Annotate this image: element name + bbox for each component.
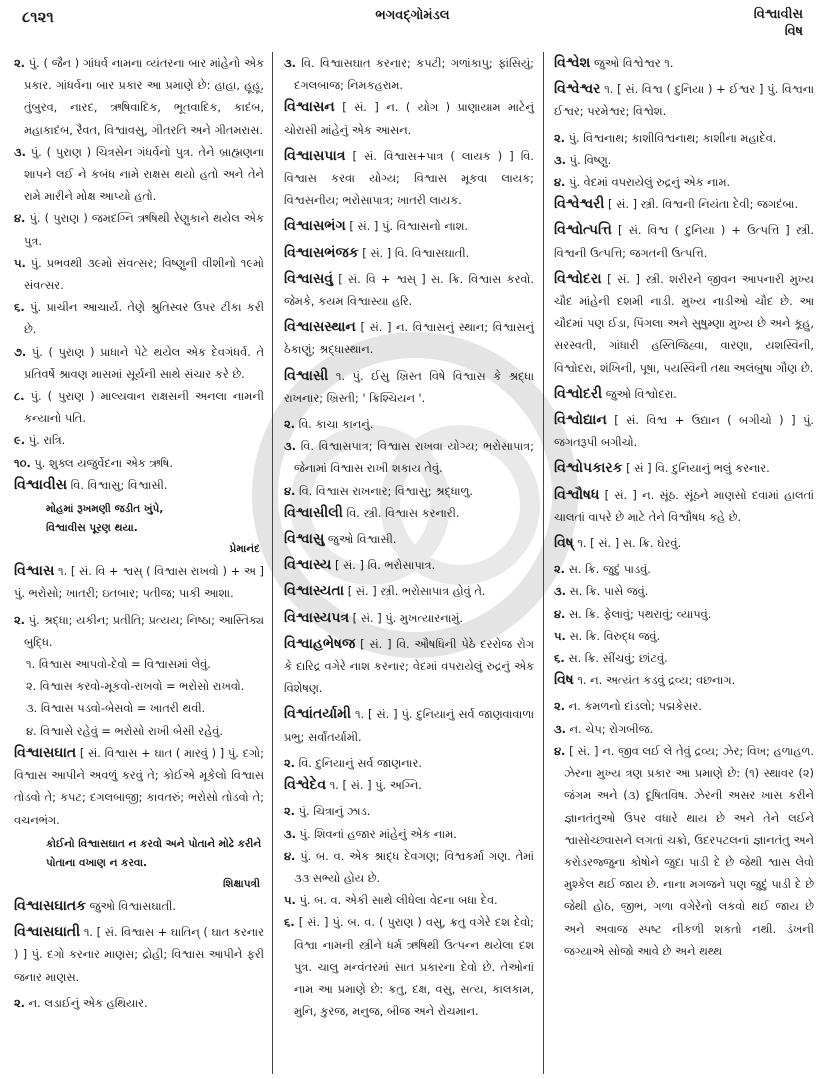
sense-text: સ. ક્રિ. જુદું પાડવું.: [568, 562, 651, 577]
dictionary-entry: [284, 145, 534, 212]
dictionary-entry: [284, 215, 534, 237]
sense: [554, 149, 814, 171]
definition-text: [ સં. ] પું. મુખત્યારનામું.: [349, 610, 464, 625]
dictionary-entry: [284, 528, 534, 550]
dictionary-entry: [554, 78, 814, 122]
definition-text: ૧. [ સં. વિશ્વ ( દુનિયા ) + ઈશ્વર ] પું. વિશ્વના ઈશ્વર; પરમેશ્વર; વિશ્વેશ.: [554, 82, 814, 119]
sense-text: ન. લડાઈનું એક હથિયાર.: [28, 995, 148, 1010]
headword: વિશ્વૌષધ: [554, 486, 600, 503]
sense-number: ૬.: [284, 915, 295, 930]
definition-text: ૧. [ સં. ] પું. અગ્નિ.: [326, 778, 422, 793]
sense: [554, 558, 814, 580]
dictionary-entry: [14, 895, 264, 917]
definition-text: [ સં. ] ન. ( યોગ ) પ્રાણાયામ માટેનું ચોરાસી માંહેનું એક આસન.: [284, 100, 534, 137]
sense: [14, 141, 264, 208]
sense-number: ૫.: [554, 628, 566, 643]
headword: વિશ્વોદ્યાન: [554, 412, 607, 429]
sense: [284, 889, 534, 911]
sense-text: વિ. દુનિયાનું સર્વ જાણનાર.: [298, 755, 422, 770]
sense-text: પું. બ. વ. એક શ્રાદ્ધ દેવગણ; વિશ્વકર્મા ગણ. તેમાં ૩૩ સભ્યો હોય છે.: [294, 848, 534, 885]
definition-text: [ સં. ] વિ. ભરોસાપાત્ર.: [331, 558, 436, 573]
sense-text: પું. પ્રભવથી ૩૯મો સંવત્સર; વિષ્ણુની વીશીનો ૧૯મો સંવત્સર.: [24, 255, 264, 293]
sense: [14, 385, 264, 429]
sense: [284, 800, 534, 822]
sense-text: [ સં. ] પું. બ. વ. ( પુરાણ ) વસુ, ક્રતુ વગેરે દશ દેવો; વિશ્વા નામની સ્ત્રીને ધર્મ ઋષિથી ઉત્પન્ન થયેલા દશ પુત્ર. ચાલુ મન્વંતરમાં સાત પ્રકારના દેવો છે. તેઓનાં નામ આ પ્રમાણે છે: ક્રતુ, દક્ષ, વસુ, સત્ય, કાલકામ, મુનિ, કુરજ, મનુજ, બીજ અને રોચમાન.: [294, 915, 534, 1019]
dictionary-entry: [284, 96, 534, 140]
definition-text: જુઓ વિશ્વાસઘાતી.: [86, 898, 177, 913]
sense-text: સ. ક્રિ. ફેલાવું; પથરાવું; વ્યાપવું.: [569, 606, 712, 621]
sense-text: સ. ક્રિ. પાસે જવું.: [569, 584, 649, 599]
dictionary-entry: [554, 532, 814, 554]
sense-text: ન. કમળનો દાંડલો; પદ્મકેસર.: [568, 699, 702, 714]
sense: [554, 127, 814, 149]
sense: [284, 823, 534, 845]
dictionary-entry: [284, 703, 534, 747]
sense-number: ૨.: [14, 995, 26, 1010]
dictionary-entry: [554, 409, 814, 453]
sense-number: ૮.: [14, 389, 25, 404]
sense-number: ૩.: [554, 152, 566, 167]
sense-text: પું. ( પુરાણ ) માલ્યવાન રાક્ષસની અનલા નામની કન્યાનો પતિ.: [24, 389, 264, 426]
sense-number: ૩.: [554, 584, 566, 599]
dictionary-entry: [14, 560, 264, 604]
sense-text: પું. પ્રાચીન આચાર્ય. તેણે શ્રુતિસ્વર ઉપર ટીકા કરી છે.: [24, 300, 265, 337]
column-divider: [272, 52, 273, 1074]
headword: વિશ્વેશ: [554, 55, 591, 71]
definition-text: [ સં. વિશ્વાસ+પાત્ર ( લાયક ) ] વિ. વિશ્વાસ કરવા યોગ્ય; વિશ્વાસ મૂકવા લાયક; વિશ્વસનીય; ભરોસાપાત્ર; ખાતરી લાયક.: [284, 148, 534, 208]
headword: વિશ્વેશ્વરી: [554, 196, 605, 213]
definition-text: ૧. [ સં. વિ + શ્વસ્ ( વિશ્વાસ રાખવો ) + અ ] પું. ભરોસો; ખાતરી; ઇતબાર; પતીજ; પાકી આશા.: [14, 564, 264, 601]
sense-text: પું. ( પુરાણ ) ચિત્રસેન ગંધર્વનો પુત્ર. તેને બ્રાહ્મણના શાપને લઈ ને કબંધ નામે રાક્ષસ થયો હતો અને તેને રામે મારીને મોક્ષ આપ્યો હતો.: [24, 144, 264, 204]
headword: વિષ્: [554, 535, 574, 552]
definition-text: ૧. [ સં. ] સ. ક્રિ. ઘેરવું.: [573, 536, 682, 551]
headword: વિશ્વાસવું: [284, 270, 334, 287]
sense: [554, 625, 814, 647]
definition-text: [ સં. વિશ્વ + ઉદ્યાન ( બગીચો ) ] પું. જગતરૂપી બગીચો.: [554, 413, 814, 450]
definition-text: જુઓ વિશ્વાસી.: [324, 532, 397, 547]
quotation-source: પ્રેમાનંદ: [229, 543, 260, 556]
definition-text: વિ. વિશ્વાસુ; વિશ્વાસી.: [67, 477, 168, 492]
definition-text: [ સં. ] સ્ત્રી. વિશ્વની નિયંતા દેવી; જગદંબા.: [604, 197, 799, 212]
dictionary-entry: [284, 502, 534, 524]
headword: વિશ્વેદેવ: [284, 777, 327, 794]
headword: વિશ્વાસુ: [284, 531, 325, 548]
dictionary-entry: [284, 268, 534, 312]
sense-text: વિ. વિશ્વાસપાત્ર; વિશ્વાસ રાખવા યોગ્ય; ભરોસાપાત્ર; જેનામાં વિશ્વાસ રાખી શકાય તેવું.: [294, 439, 534, 476]
sense-number: ૪.: [554, 743, 566, 758]
headword: વિશ્વાસઘાત: [14, 744, 77, 761]
definition-text: જુઓ વિશ્વેશ્વર ૧.: [590, 56, 674, 70]
sense: [14, 609, 264, 653]
dictionary-entry: [554, 457, 814, 479]
sense: [554, 603, 814, 625]
headword: વિશ્વોત્પત્તિ: [554, 222, 612, 239]
sense-number: ૪.: [284, 848, 296, 863]
sense: [284, 845, 534, 889]
headword: વિશ્વાસઘાતક: [14, 897, 87, 914]
sense-text: વિ. વિશ્વાસ રાખનાર; વિશ્વાસુ; શ્રદ્ધાળુ.: [299, 483, 474, 498]
sense-number: ૫.: [14, 255, 26, 270]
dictionary-entry: [284, 554, 534, 576]
sense: [14, 252, 264, 296]
column-left: [14, 52, 270, 1072]
headword: વિશ્વાસસ્થાન: [284, 319, 356, 336]
headword: વિશ્વાસ: [14, 563, 55, 580]
definition-text: ૧. પું. ઈસુ ખ્રિસ્ત વિષે વિશ્વાસ કે શ્રદ્ધા રાખનાર; ખ્રિસ્તી; ' ક્રિશ્ચિયન '.: [284, 368, 534, 405]
headword: વિશ્વાસભંજક: [284, 244, 359, 261]
definition-text: વિ. સ્ત્રી. વિશ્વાસ કરનારી.: [342, 505, 460, 520]
dictionary-entry: [554, 383, 814, 405]
dictionary-entry: [554, 193, 814, 215]
headword: વિશ્વાસઘાતી: [14, 924, 81, 941]
sense: [554, 695, 814, 717]
sense-text: પું. ( જૈન ) ગાંધર્વ નામના વ્યંતરના બાર માંહેનો એક પ્રકાર. ગાંધર્વના બાર પ્રકાર આ પ્રમાણે છે: હાહા, હૂહૂ, તુંબુરવ, નારદ, ઋષિવાદિક, ભૂતવાદિક, કાદંબ, મહાકાદંબ, રૈવત, વિશ્વાવસુ, ગીતરતિ અને ગીતમરાસ.: [24, 56, 264, 137]
definition-text: [ સં. ] ન. સૂંઠ. સૂંઠને માણસો દવામાં હાલતાં ચાલતાં વાપરે છે માટે તેને વિશ્વૌષધ કહે છે.: [554, 487, 814, 524]
sense: [284, 435, 534, 479]
dictionary-entry: [284, 242, 534, 264]
sense-text: [ સં. ] ન. જીવ લઈ લે તેવું દ્રવ્ય; ઝેર; વિખ; હળાહળ. ઝેરના મુખ્ય ત્રણ પ્રકાર આ પ્રમાણે છે: (૧) સ્થાવર (૨) જંગમ અને (૩) દૂષિતવિષ. ઝેરની અસર ખાસ કરીને જ્ઞાનતંતુઓ ઉપર વધારે થાય છે અને તેને લઈને શ્વાસોચ્છ્વાસને લગતાં ચક્રો, ઉદરપટલનાં જ્ઞાનતંતુ અને કરોડરજ્જુના કોષોને જુદા પાડી દે છે જેથી શ્વાસ લેવો મુશ્કેલ થઈ જાય છે. નાના મગજને પણ જુદું પાડી દે છે જેથી હોઠ, જીભ, ગળા વગેરેનો લકવો થઈ જાય છે અને અવાજ સ્પષ્ટ નીકળી શકતો નથી. ડંખની જગ્યાએ સોજો આવે છે અને થથ્થ: [564, 743, 814, 958]
headword: વિશ્વોદરા: [554, 270, 602, 287]
sense-text: પું. બ. વ. એકી સાથે લીધેલા વેદના બધા દેવ.: [299, 893, 498, 908]
definition-text: [ સં. વિશ્વાસ + ઘાત ( મારવું ) ] પું. દગો; વિશ્વાસ આપીને અવળું કરવું તે; કોઈએ મૂકેલો વિશ્વાસ તોડવો તે; કપટ; દગલબાજી; કાવતરું; ભરોસો તોડવો તે; વચનભંગ.: [14, 745, 264, 827]
sense-text: સ. ક્રિ. સીંચવું; છાંટવું.: [568, 651, 668, 666]
sense-text: પું. રાત્રિ.: [28, 433, 66, 448]
sense-number: ૪.: [554, 606, 566, 621]
running-title: ભગવદ્ગોમંડલ: [375, 8, 450, 23]
column-middle: [276, 52, 542, 1072]
definition-text: [ સં. વિશ્વ ( દુનિયા ) + ઉત્પત્તિ ] સ્ત્રી. વિશ્વની ઉત્પત્તિ; જગતની ઉત્પત્તિ.: [554, 223, 814, 260]
dictionary-entry: [284, 633, 534, 700]
guide-word-first: વિશ્વાવીસ: [753, 7, 803, 22]
headword: વિશ્વેશ્વર: [554, 81, 601, 98]
headword: વિશ્વાવીસ: [14, 476, 68, 493]
sense-text: પું. શ્રદ્ધા; યકીન; પ્રતીતિ; પ્રત્યય; નિષ્ઠા; આસ્તિક્ય બુદ્ધિ.: [24, 612, 265, 649]
sense-number: ૨.: [284, 417, 296, 432]
definition-text: [ સં. ] સ્ત્રી. શરીરને જીવન આપનારી મુખ્ય ચૌદ માંહેની દશમી નાડી. મુખ્ય નાડીઓ ચૌદ છે. આ ચૌદમાં પણ ઈડા, પિંગલા અને સુષુમ્ણા મુખ્ય છે અને કૂહુ, સરસ્વતી, ગાંધારી હસ્તિજિહ્વા, વારણા, યશસ્વિની, વિશ્વોદરા, શંખિની, પૂષા, પયસ્વિની તથા અલંબુષા ગૌણ છે.: [554, 271, 814, 375]
guide-word-last: વિષ: [784, 24, 803, 39]
definition-text: ૧. ન. અત્યંત કડવું દ્રવ્ય; વછનાગ.: [573, 673, 736, 688]
sense: [14, 52, 264, 141]
dictionary-entry: [284, 774, 534, 796]
quotation: કોઈનો વિશ્વાસઘાત ન કરવો અને પોતાને મોઢે કરીને પોતાના વખાણ ન કરવા.: [46, 837, 262, 869]
sense: [554, 740, 814, 962]
dictionary-entry: [284, 316, 534, 360]
sense-text: પું. વેદમાં વપરાયેલું રુદ્રનું એક નામ.: [569, 175, 731, 190]
column-right: [546, 52, 814, 1072]
sense: [284, 911, 534, 1022]
dictionary-entry: [284, 365, 534, 409]
sense-number: ૬.: [14, 300, 25, 315]
headword: વિશ્વાસભંગ: [284, 218, 346, 235]
sense-number: ૩.: [284, 826, 296, 841]
definition-text: [ સં. ] પું. વિશ્વાસનો નાશ.: [345, 219, 469, 234]
sense-number: ૬.: [554, 651, 565, 666]
sense: [14, 341, 264, 385]
dictionary-entry: [554, 219, 814, 263]
dictionary-entry: [14, 742, 264, 831]
sense: [14, 452, 264, 474]
definition-text: ૧. [ સં. વિશ્વાસ + ઘાતિન્ ( ઘાત કરનાર ) ] પું. દગો કરનાર માણસ; દ્રોહી; વિશ્વાસ આપીને ફરી જનાર માણસ.: [14, 925, 264, 984]
dictionary-entry: [554, 669, 814, 691]
quotation: મોહમાં રૂખમણી જડીત ખુંપે,: [46, 503, 164, 516]
sense-number: ૭.: [14, 344, 27, 359]
headword: વિશ્વાસન: [284, 99, 335, 116]
quotation-source: શિક્ષાપત્રી: [223, 877, 260, 890]
dictionary-entry: [554, 52, 814, 74]
sense: [14, 429, 264, 451]
dictionary-entry: [554, 268, 814, 379]
page-number: ૮૧૨૧: [22, 8, 54, 26]
headword: વિષ: [554, 672, 574, 689]
sense-number: ૩.: [14, 144, 26, 159]
sense-number: ૨.: [284, 755, 296, 770]
sense-text: પું. વિશ્વનાથ; કાશીવિશ્વનાથ; કાશીના મહાદેવ.: [568, 130, 777, 145]
sense-text: પું. શિવનાં હજાર માંહેનું એક નામ.: [299, 826, 457, 841]
sense: [14, 207, 264, 251]
headword: વિશ્વાસ્યતા: [284, 583, 345, 600]
sense-text: પું. ચિત્રાનું ઝાડ.: [298, 804, 371, 819]
sense: [554, 580, 814, 602]
idiom: ૨. વિશ્વાસ કરવો-મૂકવો-રાખવો = ભરોસો રાખવો.: [26, 679, 245, 694]
sense: [284, 752, 534, 774]
headword: વિશ્વોદરી: [554, 385, 603, 402]
definition-text: [ સં ] વિ. દુનિયાનું ભલું કરનાર.: [622, 461, 770, 476]
sense: [554, 718, 814, 740]
sense: [14, 296, 264, 340]
definition-text: ૧. [ સં. ] પું. દુનિયાનું સર્વ જાણવાવાળા પ્રભુ; સર્વાંતર્યામી.: [284, 707, 534, 744]
dictionary-entry: [14, 921, 264, 988]
sense-number: ૧૦.: [14, 455, 31, 470]
dictionary-entry: [284, 607, 534, 629]
sense-number: ૪.: [14, 211, 26, 226]
definition-text: [ સં. વિ + શ્વસ્ ] સ. ક્રિ. વિશ્વાસ કરવો. જેમકે, કયમ વિશ્વાસ્યા હરિ.: [284, 271, 534, 309]
sense-number: ૨.: [554, 699, 566, 714]
sense: [554, 171, 814, 193]
sense-number: ૩.: [284, 56, 296, 70]
sense-text: વિ. વિશ્વાસઘાત કરનાર; કપટી; ગળાંકાપુ; ફાંસિયું; દગલબાજ; નિમકહરામ.: [294, 56, 535, 93]
sense-text: પું. વિષ્ણુ.: [569, 152, 612, 167]
sense: [284, 52, 534, 96]
definition-text: [ સં. ] ન. વિશ્વાસનું સ્થાન; વિશ્વાસનું ઠેકાણું; શ્રદ્ધાસ્થાન.: [284, 320, 534, 357]
sense-number: ૨.: [284, 804, 296, 819]
sense-number: ૫.: [284, 893, 296, 908]
sense: [284, 413, 534, 435]
definition-text: [ સં. ] વિ. ઔષધિની પેઠે દરરોજ રોગ કે દારિદ્ર વગેરે નાશ કરનાર; વેદમાં વપરાયેલું રુદ્રનું એક વિશેષણ.: [284, 636, 534, 696]
headword: વિશ્વાસ્યપત્ર: [284, 609, 350, 626]
headword: વિશ્વાસપાત્ર: [284, 147, 346, 164]
sense-number: ૨.: [554, 562, 566, 577]
headword: વિશ્વોપકારક: [554, 460, 623, 477]
idiom: ૩. વિશ્વાસ પડવો-બેસવો = ખાતરી થવી.: [26, 701, 206, 716]
headword: વિશ્વાસી: [284, 367, 329, 384]
definition-text: [ સં. ] વિ. વિશ્વાસઘાતી.: [358, 245, 470, 260]
dictionary-entry: [14, 474, 264, 496]
sense-text: પું. ( પુરાણ ) જમદગ્નિ ઋષિથી રેણુકાને થયેલ એક પુત્ર.: [24, 211, 264, 248]
sense-number: ૨.: [14, 612, 26, 627]
quotation: વિશ્વાવીસ પૂરણ થયા.: [46, 522, 138, 535]
page-header: [0, 0, 825, 44]
headword: વિશ્વાહભેષજ: [284, 635, 356, 652]
headword: વિશ્વાસીલી: [284, 504, 343, 521]
sense-number: ૨.: [554, 130, 566, 145]
sense-number: ૩.: [554, 721, 566, 736]
sense-text: પું. ( પુરાણ ) પ્રાધાને પેટે થયેલ એક દેવગંધર્વ. તે પ્રતિવર્ષે શ્રાવણ માસમાં સૂર્યની સાથે સંચાર કરે છે.: [24, 344, 264, 381]
sense: [284, 480, 534, 502]
headword: વિશ્વાંતર્યામી: [284, 706, 352, 723]
sense-number: ૯.: [14, 433, 26, 448]
guide-words: [754, 6, 803, 40]
sense-text: પુ. શુક્લ યજુર્વેદના એક ઋષિ.: [34, 455, 173, 470]
definition-text: જુઓ વિશ્વોદરા.: [602, 386, 677, 401]
headword: વિશ્વાસ્ય: [284, 557, 332, 574]
idiom: ૪. વિશ્વાસે રહેવું = ભરોસો રાખી બેસી રહેવું.: [26, 723, 224, 738]
sense: [14, 992, 264, 1014]
sense-text: વિ. કાચા કાનનું.: [298, 417, 374, 432]
sense-text: ન. ચેપ; રોગબીજ.: [569, 721, 654, 736]
dictionary-entry: [284, 580, 534, 602]
column-divider: [543, 52, 544, 1074]
sense-number: ૪.: [284, 483, 296, 498]
sense-number: ૨.: [14, 56, 26, 70]
idiom: ૧. વિશ્વાસ આપવો-દેવો = વિશ્વાસમાં લેવું.: [26, 657, 211, 672]
sense-number: ૪.: [554, 175, 566, 190]
sense-text: સ. ક્રિ. વિરુદ્ધ જવું.: [569, 628, 661, 643]
sense: [554, 647, 814, 669]
dictionary-entry: [554, 484, 814, 528]
sense-number: ૩.: [284, 439, 296, 454]
definition-text: [ સં. ] સ્ત્રી. ભરોસાપાત્ર હોવું તે.: [344, 584, 486, 599]
